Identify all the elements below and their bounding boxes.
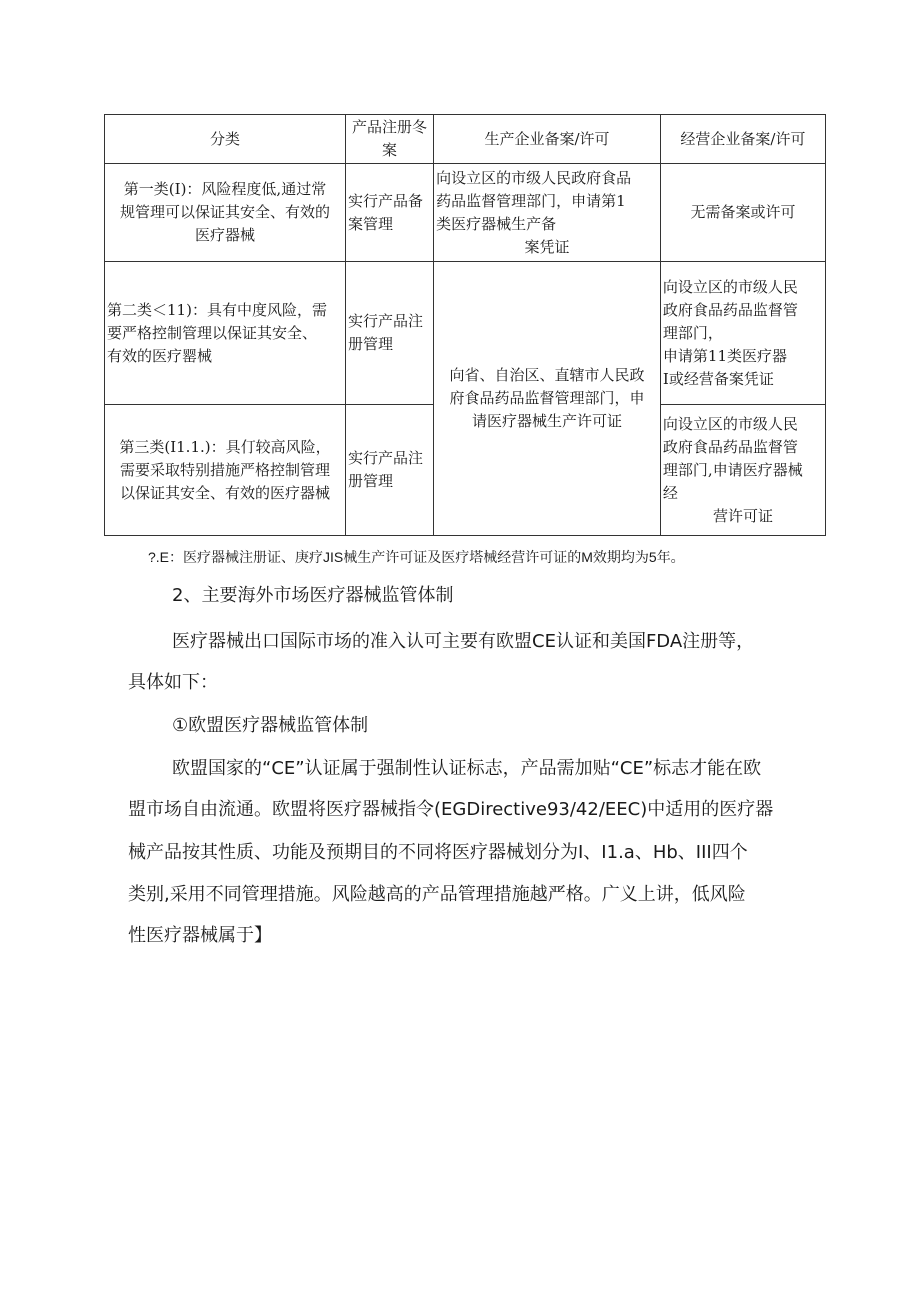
- cell-line: 有效的医疗罂械: [107, 346, 213, 365]
- table-header-row: [105, 115, 826, 164]
- class-1-category-cell: [105, 164, 346, 262]
- cell-line: I或经营备案凭证: [662, 369, 774, 388]
- cell-line: 规管理可以保证其安全、有效的: [119, 203, 330, 221]
- cell-line: 第三类(I1.1.)：具仃较高风险，: [119, 437, 331, 456]
- cell-line: 第一类(I)：风险程度低,通过常: [123, 180, 327, 198]
- cell-line: 实行产品注: [348, 449, 424, 467]
- class-1-production-cell: [434, 164, 661, 262]
- table-note: ?.E：医疗器械注册证、庚疗JIS械生产许可证及医疗塔械经营许可证的M效期均为5年。: [148, 549, 685, 565]
- class-2-3-production-cell: [434, 262, 661, 536]
- cell-line: 以保证其安全、有效的医疗器械: [119, 483, 330, 502]
- header-registration: 产品注册冬案: [346, 115, 434, 164]
- class-2-registration-cell: [346, 262, 434, 405]
- cell-line: 第二类＜11)：具有中度风险，需: [107, 300, 327, 319]
- regulation-table: [104, 114, 826, 536]
- cell-line: 案凭证: [524, 237, 570, 256]
- table-row: [105, 164, 826, 262]
- table-row: [105, 262, 826, 405]
- cell-line: 请医疗器械生产许可证: [472, 412, 623, 430]
- class-2-category-cell: [105, 262, 346, 405]
- cell-line: 政府食品药品监督管: [662, 437, 798, 456]
- class-1-registration-cell: [346, 164, 434, 262]
- cell-line: 向省、自治区、直辖市人民政: [449, 366, 645, 384]
- cell-line: 医疗器械: [194, 226, 255, 244]
- cell-line: 向设立区的市级人民: [662, 414, 798, 433]
- cell-line: 向设立区的市级人民: [662, 277, 798, 296]
- paragraph-line: 盟市场自由流通。欧盟将医疗器械指令(EGDirective93/42/EEC)中适用的医疗器: [128, 799, 774, 820]
- subsection-heading: ①欧盟医疗器械监管体制: [172, 715, 369, 736]
- cell-line: 理部门，: [662, 323, 723, 342]
- cell-line: 册管理: [348, 335, 394, 353]
- cell-line: 类医疗器械生产备: [436, 214, 557, 233]
- cell-line: 向设立区的市级人民政府食品: [436, 168, 632, 187]
- cell-line: 册管理: [348, 472, 394, 490]
- paragraph-line: 性医疗器械属于】: [128, 925, 272, 946]
- class-2-operation-cell: [660, 262, 825, 405]
- paragraph-line: 医疗器械出口国际市场的准入认可主要有欧盟CE认证和美国FDA注册等，: [172, 631, 755, 652]
- cell-line: 府食品药品监督管理部门，申: [449, 389, 645, 407]
- cell-line: 实行产品备: [348, 191, 424, 210]
- paragraph-line: 具体如下：: [128, 672, 218, 693]
- header-category: 分类: [105, 115, 346, 164]
- cell-line: 要严格控制管理以保证其安全、: [107, 323, 318, 342]
- paragraph-line: 欧盟国家的“CE”认证属于强制性认证标志，产品需加贴“CE”标志才能在欧: [172, 758, 762, 779]
- class-3-category-cell: [105, 405, 346, 536]
- paragraph-line: 类别,采用不同管理措施。风险越高的产品管理措施越严格。广义上讲，低风险: [128, 884, 746, 905]
- header-production: 生产企业备案/许可: [434, 115, 661, 164]
- class-3-registration-cell: [346, 405, 434, 536]
- class-3-operation-cell: [660, 405, 825, 536]
- cell-line: 案管理: [348, 214, 394, 233]
- cell-line: 实行产品注: [348, 312, 424, 330]
- section-heading: 2、主要海外市场医疗器械监管体制: [172, 585, 454, 606]
- cell-line: 营许可证: [712, 506, 773, 525]
- paragraph-line: 械产品按其性质、功能及预期目的不同将医疗器械划分为I、I1.a、Hb、III四个: [128, 842, 748, 863]
- header-operation: 经营企业备案/许可: [660, 115, 825, 164]
- cell-line: 无需备案或许可: [690, 203, 796, 221]
- cell-line: 需要采取特别措施严格控制管理: [119, 460, 330, 479]
- cell-line: 申请第11类医疗器: [662, 346, 788, 365]
- cell-line: 药品监督管理部门，申请第1: [436, 191, 626, 210]
- cell-line: 政府食品药品监督管: [662, 300, 798, 319]
- cell-line: 经: [662, 483, 678, 502]
- cell-line: 理部门,申请医疗器械: [662, 460, 803, 479]
- class-1-operation-cell: [660, 164, 825, 262]
